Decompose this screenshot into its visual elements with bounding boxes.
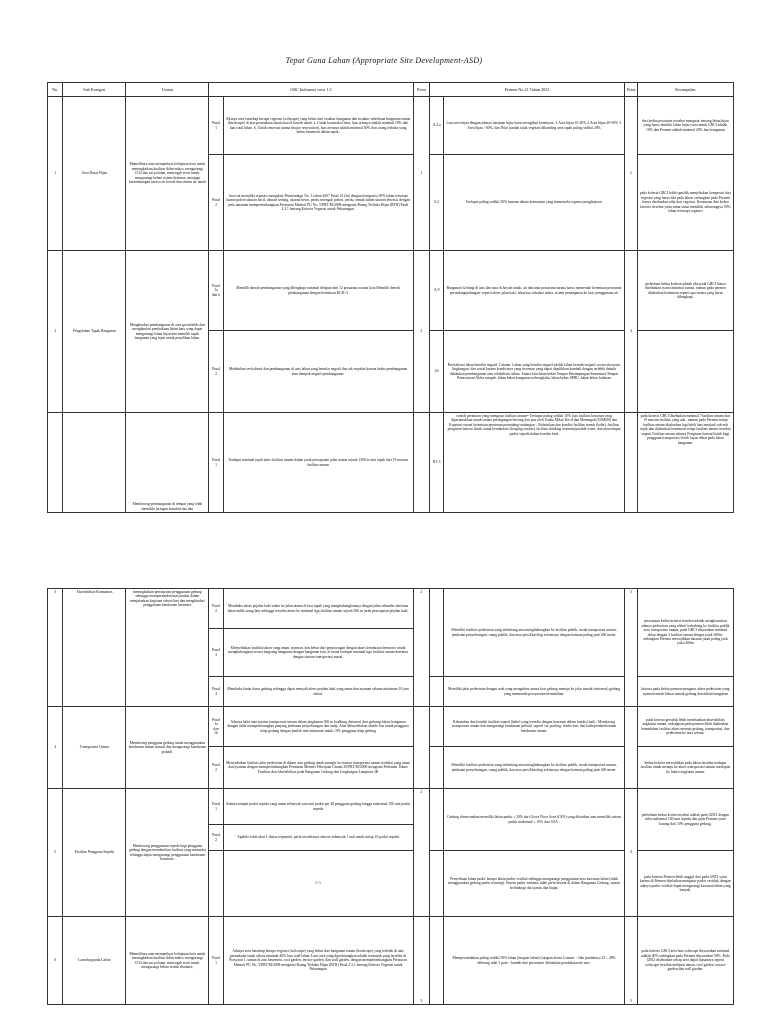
- cell-permen-code: [430, 851, 444, 917]
- cell-uraian: Menghindari pembangunan di area greenfields dan menghindari pembukaan lahan baru yang dapat mengurangi lahan hijau dan memilih tapak bangunan yang tepat untuk pemilihan lahan.: [126, 251, 209, 413]
- cell-gbc-text: Adanya area lansekap berupa vegetasi (softscape) yang bebas dari struktur bangunan dan struktur sederhana bangunan taman (hardscape) di atas permukaan tanah atau di bawah tanah. a. Untuk konstruksi baru, luas areanya adalah minimal 10% dari luas total lahan. b. Untuk renovasi utama (major renovation), luas areanya adalah minimal 50% dari ruang terbuka yang bebas basement dalam tapak.: [223, 97, 413, 155]
- cell-permen-point: 3: [624, 917, 637, 1005]
- cell-gbc-code: Pasal 2: [209, 331, 223, 413]
- cell-permen-point: 2: [624, 97, 637, 251]
- cell-kesimpulan: perbedaan kedua kriteria adalah jika pada GBCI hanya disebutkan syarat minimal sarana, namun pada permen dijabarkan ketentuan seperti apa sarana yang harus dilengkapi.: [637, 251, 733, 331]
- cell-no: 1: [48, 97, 63, 251]
- cell-gbc-code: Pasal 4: [209, 677, 223, 707]
- cell-permen-code: B1-5: [430, 413, 444, 513]
- cell-gbc-code: Pasal 1: [209, 97, 223, 155]
- cell-no: 4: [48, 707, 63, 789]
- cell-gbc-point: 2: [413, 789, 430, 917]
- cell-permen-text: contoh peraturan yang mengatur fasilitas umum= Terdapat paling sedikit 10% luas fasilitas kawasan yang diperuntukkan untuk sarana perdagangan bersing dan jasa oleh Usaha Mikro Kecil dan Menengah (UMKM) dan Koperasi sesuai ketentuan peraturan perundang-undangan. ; Kebutuhan dan kondisi fasilitas transit (halte), fasilitas pengisian baterai listrik untuk kendaraan (charging station), fasilitas drinking fountain/potable water, dan atau tempat parkir sepeda dalam kondisi baik: [444, 413, 624, 513]
- cell-permen-text: Revitalisasi lahan bernilai negatif: Catatan: Lahan yang bernilai negatif adalah lahan bernilai negatif secara ekonomi, lingkungan, dan sosial karena kondisinya yang tercemar yang dapat dipulihkan kembali dengan terlebih dahulu dilakukan pembangunan atau rehabilitasi lahan. Antara lain lahan bekas Tempat Penampungan Sementara/Tempat Pemrosesan Akhir sampah, lahan bekas bangunan terbengkalai, lahan bekas SPBU, lahan bekas kuburan: [444, 331, 624, 413]
- header-uraian: Uraian: [126, 83, 209, 97]
- cell-kesimpulan: kriteria pada kedua permen mengatur akses pedestrian yang nyaman untuk keluar masuk gedung dan dalam bangunan: [637, 677, 733, 707]
- header-point-2: Point: [624, 83, 637, 97]
- cell-gbc-text: Adanya area lansekap berupa vegetasi (softscape) yang bebas dari bangunan taman (hardscape) yang terletak di atas permukaan tanah seluas minimal 40% luas total lahan. Luas area yang diperhitungkan adalah termasuk yang tersebut di Prasyarat 1, taman di atas basement, roof garden, terrace garden, dan wall garden, dengan mempertimbangkan Peraturan Menteri PU No. 5/PRT/M/2008 mengenai Ruang Terbuka Hijau (RTH) Pasal 2.3.1 tentang Kriteria Vegetasi untuk Pekarangan: [223, 917, 413, 1005]
- cell-gbc-text: (--): [223, 851, 413, 917]
- page-title: Tepat Guna Lahan (Appropriate Site Development-ASD): [285, 56, 483, 65]
- cell-permen-text: Memiliki fasilitas pedestrian yang terhubung atau menghubungkan ke fasilitas publik, moda transportasi umum, jembatan penyebrangan, ruang publik, dan atau persil/kavling sekitarnya dengan batasan paling jauh 400 meter.: [444, 589, 624, 677]
- table-row: [48, 251, 734, 331]
- cell-gbc-text: Area ini memiliki vegetasi mengikuti Permendagri No. 1 tahun 2007 Pasal 13 (2a) dengan komposisi 50% lahan tertutupi luasan pohon ukuran kecil, ukuran sedang, ukuran besar, perdu setengah pohon, perdu, semak dalam ukuran dewasa, dengan jenis tanaman mempertimbangkan Peraturan Menteri PU No. 5/PRT/M/2008 mengenai Ruang Terbuka Hijau (RTH) Pasal 2.3.1 tentang Kriteria Vegetasi untuk Pekarangan.: [223, 155, 413, 251]
- cell-permen-text: Memiliki fasilitas pedestrian yang terhubung atau menghubungkan ke fasilitas publik, moda transportasi umum, jembatan penyebrangan, ruang publik, dan atau persil/kavling sekitarnya dengan batasan paling jauh 400 meter.: [444, 747, 624, 789]
- cell-gbc-point: 3: [413, 917, 430, 1005]
- cell-sub-kategori: Pengolahan Tapak Bangunan: [63, 251, 126, 413]
- cell-gbc-text: Apabila tolok ukur 1 diatas terpenuhi, perlu tersedianya shower sebanyak 1 unit untuk setiap 10 parkir sepeda: [223, 825, 413, 851]
- cell-permen-code: 6.2: [430, 155, 444, 251]
- cell-permen-code: A.9: [430, 251, 444, 331]
- cell-uraian: Mendorong pembangunan di tempat yang telah memiliki jaringan konektivitas dan: [126, 413, 209, 513]
- cell-permen-text: Memperuntukkan paling sedikit 50% lahan (tutupan lahan) (tutupan alami Catatan: - Jika jumlahnya 25 – 49% dihitung nilai 3 poin - Jumlah dari persentase diletakkan pembulatan ke atas.: [444, 917, 624, 1005]
- cell-kesimpulan: pada kriteria gresship lebih menekankan aksesibilitas angkutan umum, sedangkan pada permen lebih dijabarkan kemudahan fasilitas akses menuju gedung, transportasi, dan pedestrian ke area sekitar.: [637, 707, 733, 747]
- comparison-table-page-1: [47, 82, 734, 513]
- cell-gbc-code: Pasal 1a dan 1b: [209, 707, 223, 747]
- cell-no: 5: [48, 789, 63, 917]
- cell-sub-kategori: Fasilitas Pengguna Sepeda: [63, 789, 126, 917]
- cell-gbc-text: Membuka akses pejalan kaki selain ke jalan utama di luar tapak yang menghubungkannya dengan jalan sekunder dan/atau lahan milik orang lain sehingga tersedia akses ke minimal tiga fasilitas umum sejauh 300 m jarak pencapaian pejalan kaki.: [223, 589, 413, 629]
- cell-kesimpulan: kedua kriteria mewajibkan pada lahan tersebut terdapat fasilitas untuk menuju ke akses transportasi umum meskipun ke lokasi angkutan umum: [637, 747, 733, 789]
- cell-no: 2: [48, 251, 63, 413]
- cell-permen-text: Terdapat paling sedikit 50% hamam dalam komunitas yang memenuhi vegetasi penghijauan.: [444, 155, 624, 251]
- cell-kesimpulan: persamaan kedua kriteria tersebut adalah mengharuskan adanya pedestrian yang efektif terhubung ke fasilitas publik atau transportasi umum, pada GBCI dinyatakan minimal dekat dengan 3 fasilitas umum dengan jarak 300m- sedangkan Permen mewajibkan batasan jarak paling jauh yaitu 400m: [637, 589, 733, 677]
- cell-permen-code: [430, 707, 444, 747]
- cell-no: 6: [48, 917, 63, 1005]
- cell-gbc-point: [413, 707, 430, 789]
- table-row: [48, 789, 734, 825]
- table-row: [48, 917, 734, 1005]
- cell-gbc-code: Pasal 2: [209, 589, 223, 629]
- cell-sub-kategori: [63, 413, 126, 513]
- table-row: [48, 413, 734, 513]
- cell-gbc-text: Melakukan revitalisasi dan pembangunan di atas lahan yang bernilai negatif dan tak terpakai karena bekas pembangunan atau dampak negatif pembangunan.: [223, 331, 413, 413]
- header-point: Point: [413, 83, 430, 97]
- cell-sub-kategori: Aksesibilitas Komunitas: [63, 589, 126, 707]
- cell-kesimpulan: pada kriteria GBCI lebih spesifik menjelaskan komposisi dari vegetasi yang harus ada pada lahan, sedangkan pada Permen hanya disebutkan nilai dari vegetasi. Kesamaan dari kedua kriteria tersebut yaitu sama-sama memiliki sekurangnya 50% lahan tertutupi vegetasi: [637, 155, 733, 251]
- cell-permen-point: [624, 413, 637, 513]
- cell-uraian: Mendorong penggunaan sepeda bagi pengguna gedung dengan memberikan fasilitas yang memadai sehingga dapat mengurangi penggunaan kendaraan bermotor.: [126, 789, 209, 917]
- cell-kesimpulan: [637, 331, 733, 413]
- header-sub-kategori: Sub Kategori: [63, 83, 126, 97]
- cell-sub-kategori: Transportasi Umum: [63, 707, 126, 789]
- cell-kesimpulan: dari kedua peraturan tersebut mengatur tentang lahan hijau yang harus dimiliki lahan hijau yaitu untuk GBCI adalah 10% dan Permen adalah minimal 20% luas bangunan: [637, 97, 733, 155]
- cell-gbc-point: 2: [413, 589, 430, 707]
- cell-gbc-text: Terdapat minimal tujuh jenis fasilitas umum dalam jarak pencapaian jalan utama sejauh 1500 m dari tapak dari 19 macam fasilitas umum: [223, 413, 413, 513]
- cell-uraian: Mendorong pengguna gedung untuk menggunakan kendaraan umum massal dan mengurangi kendaraan pribadi.: [126, 707, 209, 789]
- cell-gbc-code: Pasal 1: [209, 917, 223, 1005]
- cell-gbc-code: Pasal 3: [209, 629, 223, 677]
- cell-gbc-code: Pasal 1a dan b: [209, 251, 223, 331]
- cell-permen-text: Bangunan Gedung di atas dan atau di bawah tanah, air dan/atau prasarana/sarana harus memenuhi ketentuan peraturan perundangundangan: seperti akses jalan kaki, tekayasa sirkulasi udara, sistem penanganan ke luar, penggunaan air: [444, 251, 624, 331]
- cell-kesimpulan: pada kriteria Permen lebih unggul dari pada GBCI yaitu karena di Permen dijelaskan mengatur parkir vertikal, dengan adanya parkir vertikal dapat mengurangi kawasan lahan yang banyak.: [637, 851, 733, 917]
- cell-gbc-point: 2: [413, 251, 430, 413]
- cell-gbc-code: Pasal 1: [209, 413, 223, 513]
- cell-permen-code: [430, 677, 444, 707]
- cell-gbc-point: 1: [413, 97, 430, 251]
- header-row: [48, 83, 734, 97]
- cell-permen-code: A.4.a: [430, 97, 444, 155]
- cell-sub-kategori: Lansekap pada Lahan: [63, 917, 126, 1005]
- cell-sub-kategori: Area Dasar Hijau: [63, 97, 126, 251]
- cell-permen-point: 4: [624, 251, 637, 413]
- cell-kesimpulan: perbedaan kedua krtiria tersebut adalah pada GBCI dengan nilai maksimal 100 unit sepeda dan pada Permen yaitu kurang dari 10% pengguna gedung.: [637, 789, 733, 851]
- cell-permen-text: Penyediaan lahan parkir berupa lahan parkir vertikal sehingga mengurangi penggunaan area kawasan lahan (tidak menggunakan gedung parkir tertutup). Sistem parkir mekanis tidak perlu berada di dalam Bangunan Gedung, sejauh terlindungi dari panas dan hujan;: [444, 851, 624, 917]
- cell-permen-code: [430, 589, 444, 677]
- comparison-table-page-2: [47, 588, 734, 1005]
- cell-permen-code: [430, 747, 444, 789]
- table-row: [48, 707, 734, 747]
- cell-permen-point: 3: [624, 589, 637, 707]
- cell-uraian: Memelihara atau memperluas kehijauan kota untuk meningkatkan kualitas iklim mikro, mengurangi CO2 dan zat polutan, mencegah erosi tanah, mengurangi beban sistem drainase, menjaga keseimbangan neraca air bersih dan sistem air tanah: [126, 97, 209, 251]
- header-no: No.: [48, 83, 63, 97]
- cell-gbc-text: Menyediakan fasilitas jalur pedestrian di dalam area gedung untuk menuju ke stasiun transportasi umum terdekat yang aman dan nyaman dengan mempertimbangkan Peraturan Menteri Pekerjaan Umum 30/PRT/M/2006 mengenai Pedoman Teknis Fasilitas dan Aksesibilitas pada Bangunan Gedung dan Lingkungan Lampiran 2B: [223, 747, 413, 789]
- cell-no: [48, 413, 63, 513]
- cell-gbc-code: Pasal 2: [209, 155, 223, 251]
- cell-gbc-code: Pasal 2: [209, 747, 223, 789]
- cell-no: 3: [48, 589, 63, 707]
- cell-gbc-point: [413, 413, 430, 513]
- header-permen: Permen No.21 Tahun 2021: [430, 83, 625, 97]
- cell-uraian: meningkatkan pencapaian penggunaan gedung sehingga mempermudah masyarakat dalam menjalankan kegiatan sehari-hari dan menghindari penggunaan kendaraan bermotor: [126, 589, 209, 707]
- cell-permen-text: Luas area hijau dengan adanya tanaman hijau harus mengikuti ketentuan :1.Area hijau 10-20% 2.Area hijau 20-50% 3. Area hijau >50%, dan Nilai jumlah tajuk vegetasi dibanding area tapak paling sedikit 20%: [444, 97, 624, 155]
- cell-gbc-text: Membuka lantai dasar gedung sehingga dapat menjadi akses pejalan kaki yang aman dan nyaman selama minimum 10 jam sehari.: [223, 677, 413, 707]
- cell-permen-code: [430, 917, 444, 1005]
- cell-gbc-text: Adanya tempat parkir sepeda yang aman sebanyak satu unit parkir per 20 pengguna gedung hingga maksimal 100 unit parkir sepeda: [223, 789, 413, 825]
- table-row: [48, 97, 734, 155]
- cell-gbc-text: Memilih daerah pembangunan yang dilengkapi minimal delapan dari 12 prasarana sarana kota Memilih daerah pembangunan dengan ketentuan KLB>3: [223, 251, 413, 331]
- cell-permen-point: [624, 707, 637, 789]
- cell-gbc-code: [209, 851, 223, 917]
- header-kesimpulan: Kesimpulan: [637, 83, 733, 97]
- cell-permen-code: [430, 789, 444, 851]
- cell-gbc-text: Adanya halte atau stasiun transportasi umum dalam jangkauan 300 m (walking distance) dari gerbang lokasi bangunan dengan tidak memperhitungkan panjang jembatan penyebrangan dan ramp. Atau Menyediakan shuttle bus untuk pengguna tetap gedung dengan jumlah unit minimum untuk 10% pengguna tetap gedung: [223, 707, 413, 747]
- cell-permen-point: 4: [624, 789, 637, 917]
- cell-permen-text: Kebutuhan dan kondisi fasilitas transit (halte) yang tersedia dengan kawasan dalam kondisi baik ; Mendorong transportasi umum dan mengurangi kendaraan pribadi, seperti car pooling, feeder bus, dan halte/pemberhentian kendaraan umum.: [444, 707, 624, 747]
- cell-permen-text: Memiliki jalur pedestrian dengan arah yang mengakses antara luar gedung menuju ke jalur masuk (entrance) gedung yang memenuhi persyaratan kemudahan.: [444, 677, 624, 707]
- cell-gbc-code: Pasal 1: [209, 789, 223, 825]
- cell-gbc-text: Menyediakan fasilitas/akses yang aman, nyaman, dan bebas dari perpotongan dengan akses kendaraan bermotor untuk menghubungkan secara langsung bangunan dengan bangunan lain, di mana terdapat minimal tiga fasilitas umum dan/atau dengan stasiun transportasi masal.: [223, 629, 413, 677]
- cell-kesimpulan: pada kriteria GBCI disebutkan minimal 7fasilitas umum dari 19 macam fasilitas yang ada , namun pada Permen setiap fasilitas umum dijabarkan lagi lebih luas menjadi sub-sub topik,dan dijabarkan ketentuan setiap fasilitas umum tersebut seperti Fasilitas umum adanya Pengisian baterai listrik bagi pengguna transportasi listrik harus dekat pada lahan bangunan.: [637, 413, 733, 513]
- cell-gbc-code: Pasal 2: [209, 825, 223, 851]
- cell-uraian: Memelihara atau memperluas kehijauan kota untuk meningkatkan kualitas iklim mikro, mengurangi CO2 dan zat polutan, mencegah erosi tanah, mengurangi beban sistem drainase,: [126, 917, 209, 1005]
- header-gbc: GBC Indonesia versi 1.2: [209, 83, 413, 97]
- cell-kesimpulan: pada kriteria GBCI area luas softscape disyaratkan minimal adalah 40% sedangkan pada Permen disyaratkan 50%. Pada GBCI disebutkan setiap area dapat luasannya seperti softscape tersebut meliputi taman, roof garden, terrace garden,dan wall garden.: [637, 917, 733, 1005]
- cell-permen-code: b3: [430, 331, 444, 413]
- table-row: [48, 589, 734, 629]
- cell-permen-text: Gedung direncanakan memiliki lahan parkir ≤ 20% dari Gross Floor Area (GFA) yang diizinkan atau memiliki sistem parkir maksimal ≤ 10% dari GFA ;: [444, 789, 624, 851]
